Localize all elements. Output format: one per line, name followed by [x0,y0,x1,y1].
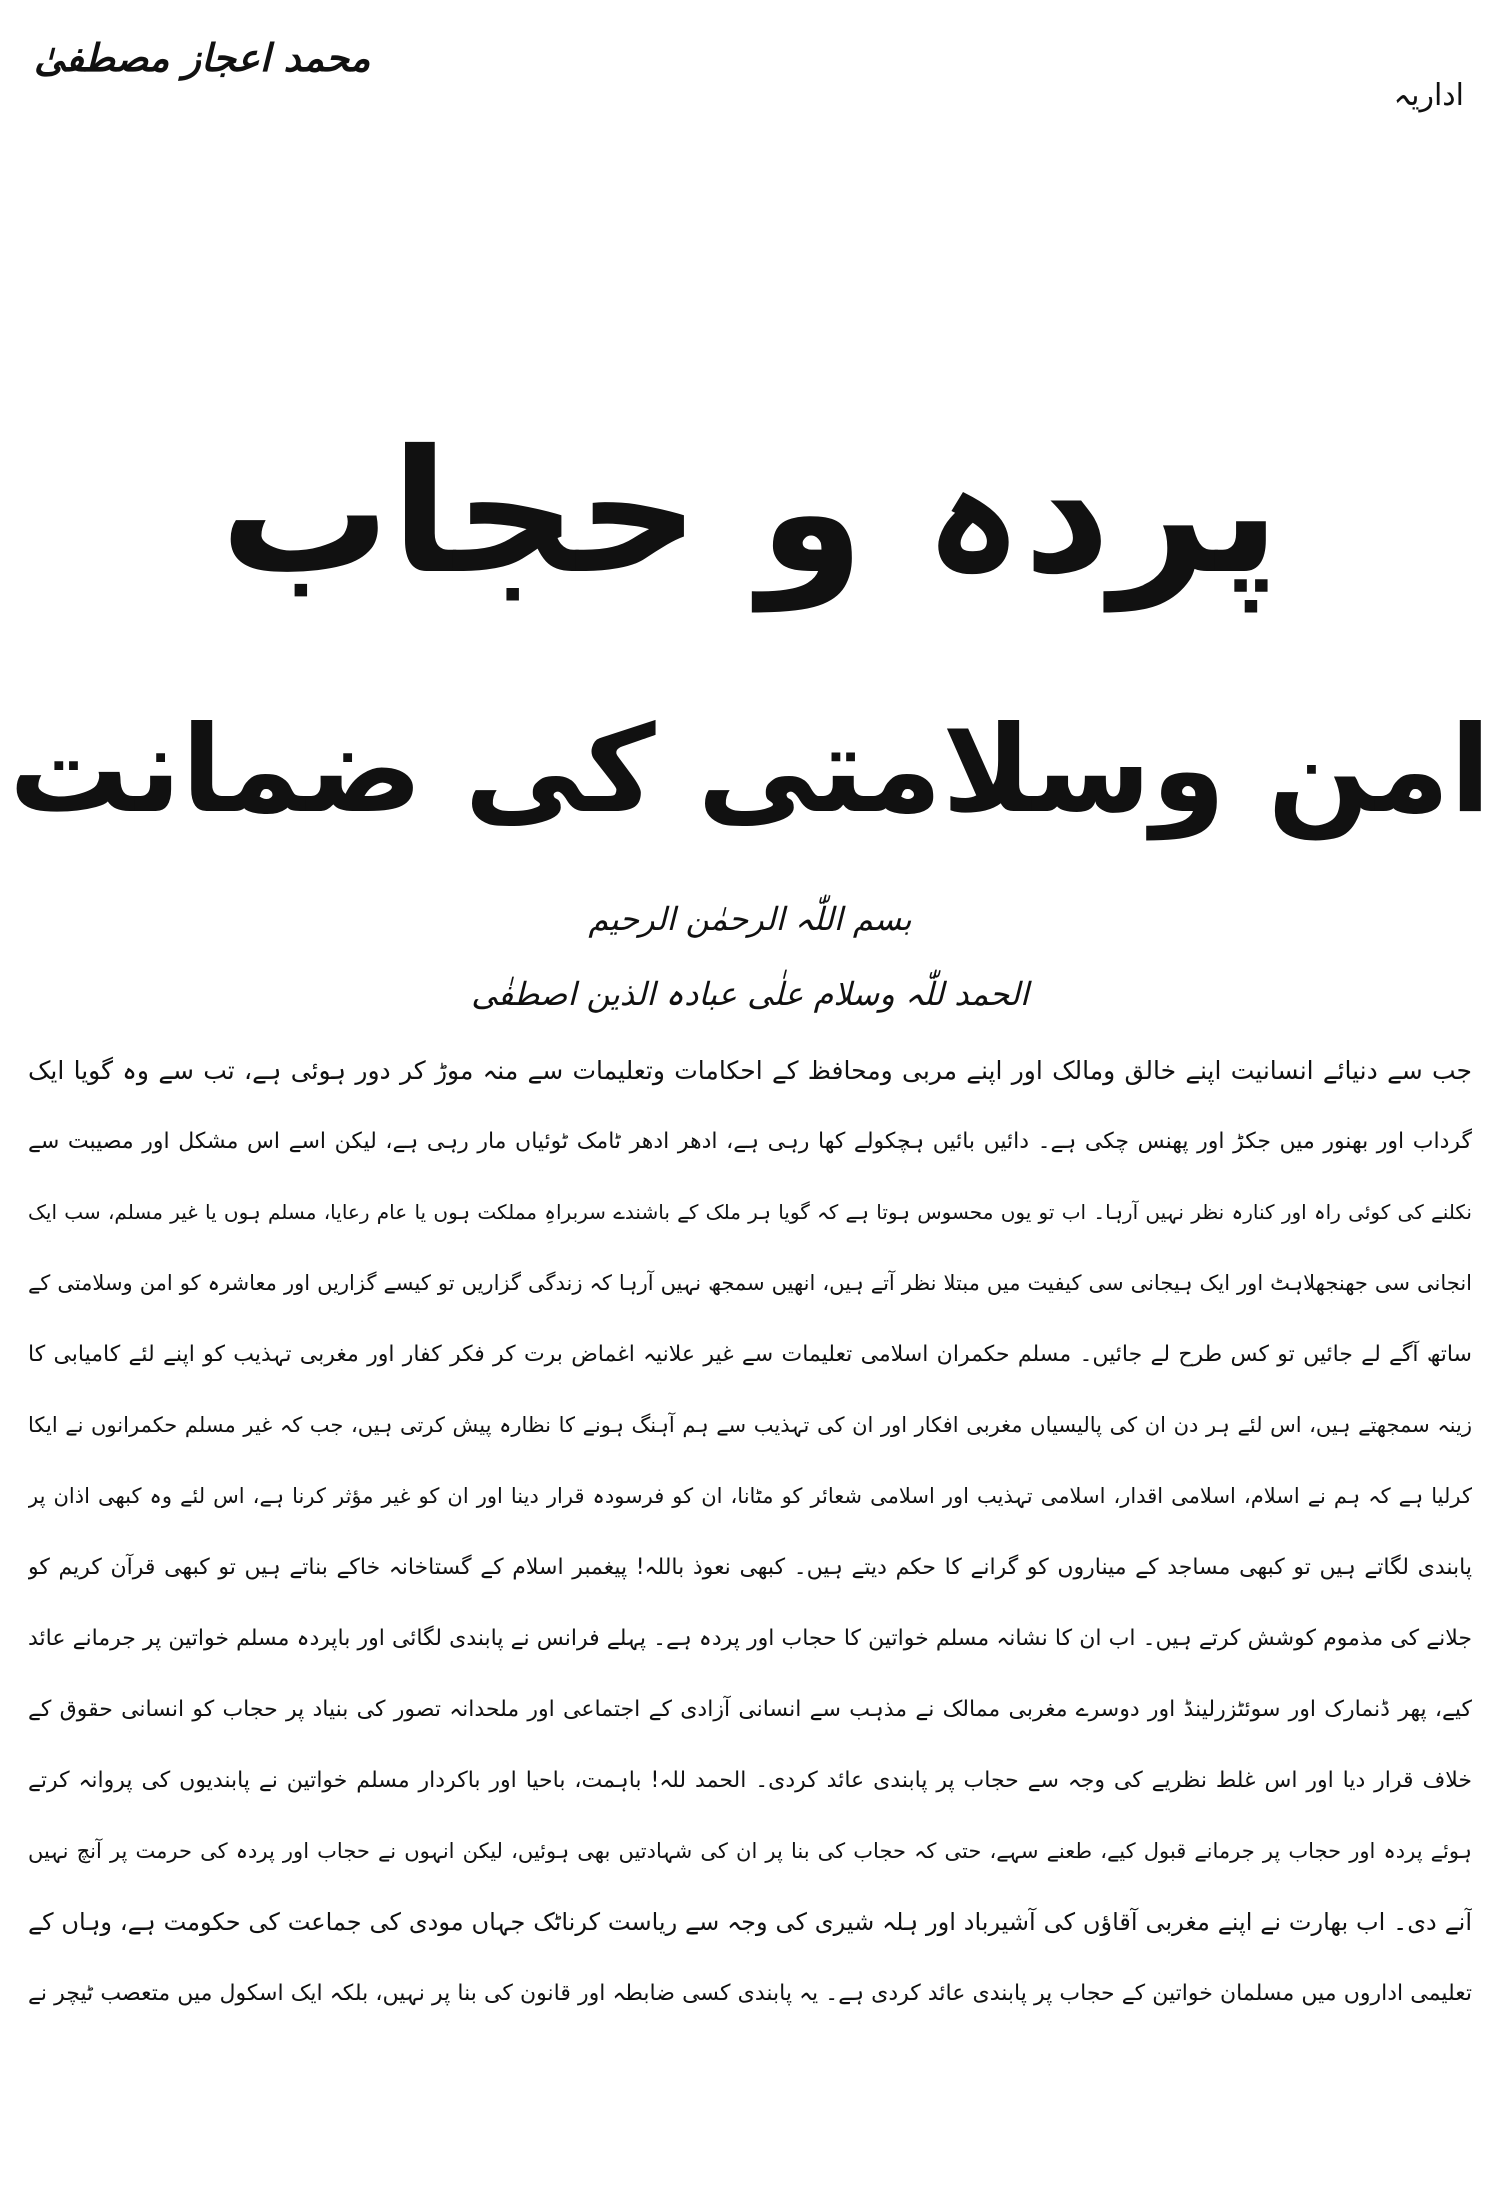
body-line: جب سے دنیائے انسانیت اپنے خالق ومالک اور اپنے مربی ومحافظ کے احکامات وتعلیمات سے منہ موڑ کر دور ہوئی ہے، تب سے وہ گویا ایک [28,1056,1472,1085]
page-subtitle: امن وسلامتی کی ضمانت [9,701,1491,840]
body-line: آنے دی۔ اب بھارت نے اپنے مغربی آقاؤں کی آشیرباد اور ہلہ شیری کی وجہ سے ریاست کرناٹک جہاں مودی کی جماعت کی حکومت ہے، وہاں کے [28,1908,1472,1936]
body-line: انجانی سی جھنجھلاہٹ اور ایک ہیجانی سی کیفیت میں مبتلا نظر آتے ہیں، انھیں سمجھ نہیں آرہا کہ زندگی گزاریں تو کیسے گزاریں اور معاشرہ کو امن وسلامتی کے [28,1271,1472,1295]
body-line: پابندی لگاتے ہیں تو کبھی مساجد کے میناروں کو گرانے کا حکم دیتے ہیں۔ کبھی نعوذ باللہ! پیغمبر اسلام کے گستاخانہ خاکے بناتے ہیں تو کبھی قرآن کریم کو [28,1555,1472,1580]
body-line: ساتھ آگے لے جائیں تو کس طرح لے جائیں۔ مسلم حکمران اسلامی تعلیمات سے غیر علانیہ اغماض برت کر فکر کفار اور مغربی تہذیب کو اپنے لئے کامیابی کا [28,1342,1472,1367]
section-label: اداریہ [1393,78,1464,113]
basmala-line: بسم اللّٰہ الرحمٰن الرحیم [588,900,912,938]
body-line: تعلیمی اداروں میں مسلمان خواتین کے حجاب پر پابندی عائد کردی ہے۔ یہ پابندی کسی ضابطہ اور قانون کی بنا پر نہیں، بلکہ ایک اسکول میں متعصب ٹیچر نے [28,1981,1472,2006]
body-line: خلاف قرار دیا اور اس غلط نظریے کی وجہ سے حجاب پر پابندی عائد کردی۔ الحمد للہ! باہمت، باحیا اور باکردار مسلم خواتین نے پابندیوں کی پروانہ کرتے [28,1768,1472,1793]
author-name: محمد اعجاز مصطفیٰ [34,36,371,80]
body-line: کیے، پھر ڈنمارک اور سوئٹزرلینڈ اور دوسرے مغربی ممالک نے مذہب سے انسانی آزادی کے اجتماعی اور ملحدانہ تصور کی بنیاد پر حجاب کو انسانی حقوق کے [28,1697,1472,1722]
body-line: ہوئے پردہ اور حجاب پر جرمانے قبول کیے، طعنے سہے، حتی کہ حجاب کی بنا پر ان کی شہادتیں بھی ہوئیں، لیکن انہوں نے حجاب اور پردہ کی حرمت پر آنچ نہیں [28,1839,1472,1863]
body-line: زینہ سمجھتے ہیں، اس لئے ہر دن ان کی پالیسیاں مغربی افکار اور ان کی تہذیب سے ہم آہنگ ہونے کا نظارہ پیش کرتی ہیں، جب کہ غیر مسلم حکمرانوں نے ایکا [28,1413,1472,1437]
body-line: نکلنے کی کوئی راہ اور کنارہ نظر نہیں آرہا۔ اب تو یوں محسوس ہوتا ہے کہ گویا ہر ملک کے باشندے سربراہِ مملکت ہوں یا عام رعایا، مسلم ہوں یا غیر مسلم، سب ایک [28,1200,1472,1224]
body-line: کرلیا ہے کہ ہم نے اسلام، اسلامی اقدار، اسلامی تہذیب اور اسلامی شعائر کو مٹانا، ان کو فرسودہ قرار دینا اور ان کو غیر مؤثر کرنا ہے، اس لئے وہ کبھی اذان پر [28,1484,1472,1508]
body-line: گرداب اور بھنور میں جکڑ اور پھنس چکی ہے۔ دائیں بائیں ہچکولے کھا رہی ہے، ادھر ادھر ٹامک ٹوئیاں مار رہی ہے، لیکن اسے اس مشکل اور مصیبت سے [28,1129,1472,1154]
article-body [28,1035,1472,2029]
hamd-line: الحمد للّٰہ وسلام علٰی عبادہ الذین اصطفٰی [471,975,1029,1013]
page-title: پردہ و حجاب [219,414,1281,612]
body-line: جلانے کی مذموم کوشش کرتے ہیں۔ اب ان کا نشانہ مسلم خواتین کا حجاب اور پردہ ہے۔ پہلے فرانس نے پابندی لگائی اور باپردہ مسلم خواتین پر جرمانے عائد [28,1626,1472,1651]
